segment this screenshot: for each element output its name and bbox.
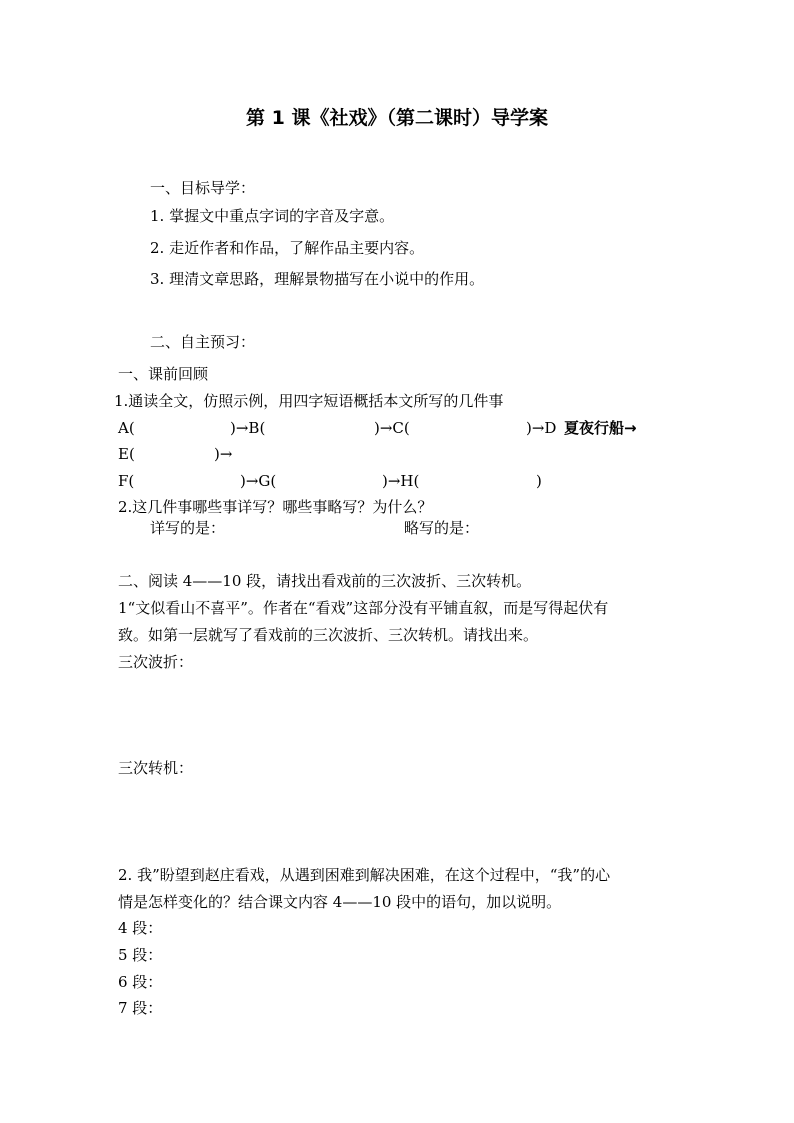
objective-item-1: 1. 掌握文中重点字词的字音及字意。 [150, 207, 395, 225]
objectives-heading: 一、目标导学： [150, 179, 256, 197]
event-c-label: )→C( [374, 419, 410, 437]
paragraph-4-label: 4 段： [118, 919, 163, 937]
reading-heading: 二、阅读 4——10 段，请找出看戏前的三次波折、三次转机。 [118, 572, 532, 590]
three-turns-label: 三次转机： [118, 759, 194, 777]
preview-heading: 二、自主预习： [150, 333, 256, 351]
three-twists-label: 三次波折： [118, 653, 194, 671]
objective-item-3: 3. 理清文章思路，理解景物描写在小说中的作用。 [150, 270, 485, 288]
reading-question-2-line-2: 情是怎样变化的？结合课文内容 4——10 段中的语句，加以说明。 [118, 893, 562, 911]
event-g-label: )→G( [240, 472, 277, 490]
paragraph-5-label: 5 段： [118, 946, 163, 964]
event-d-example: 夏夜行船→ [564, 419, 637, 437]
event-e-label: E( [118, 445, 135, 463]
reading-question-1-line-2: 致。如第一层就写了看戏前的三次波折、三次转机。请找出来。 [118, 626, 539, 644]
brief-label: 略写的是： [404, 519, 480, 537]
event-sequence-row-2 [118, 444, 318, 464]
page-title: 第 1 课《社戏》（第二课时）导学案 [246, 107, 548, 129]
event-h-label: )→H( [382, 472, 420, 490]
event-sequence-row-3 [118, 471, 578, 491]
detail-label: 详写的是： [150, 519, 226, 537]
reading-question-1-line-1: 1“文似看山不喜平”。作者在“看戏”这部分没有平铺直叙，而是写得起伏有 [118, 599, 609, 617]
event-b-label: )→B( [230, 419, 266, 437]
event-f-label: F( [118, 472, 135, 490]
review-heading: 一、课前回顾 [118, 365, 209, 383]
review-question-2: 2.这几件事哪些事详写？哪些事略写？为什么？ [118, 498, 433, 516]
event-end: ) [536, 472, 542, 490]
review-question-1: 1.通读全文，仿照示例，用四字短语概括本文所写的几件事 [114, 392, 504, 410]
objective-item-2: 2. 走近作者和作品，了解作品主要内容。 [150, 239, 425, 257]
paragraph-7-label: 7 段： [118, 999, 163, 1017]
paragraph-6-label: 6 段： [118, 973, 163, 991]
event-sequence-row-1 [118, 418, 678, 438]
event-e-end: )→ [214, 445, 233, 463]
event-a-label: A( [118, 419, 135, 437]
reading-question-2-line-1: 2. 我”盼望到赵庄看戏，从遇到困难到解决困难，在这个过程中，“我”的心 [118, 866, 611, 884]
event-d-label: )→D [526, 419, 557, 437]
